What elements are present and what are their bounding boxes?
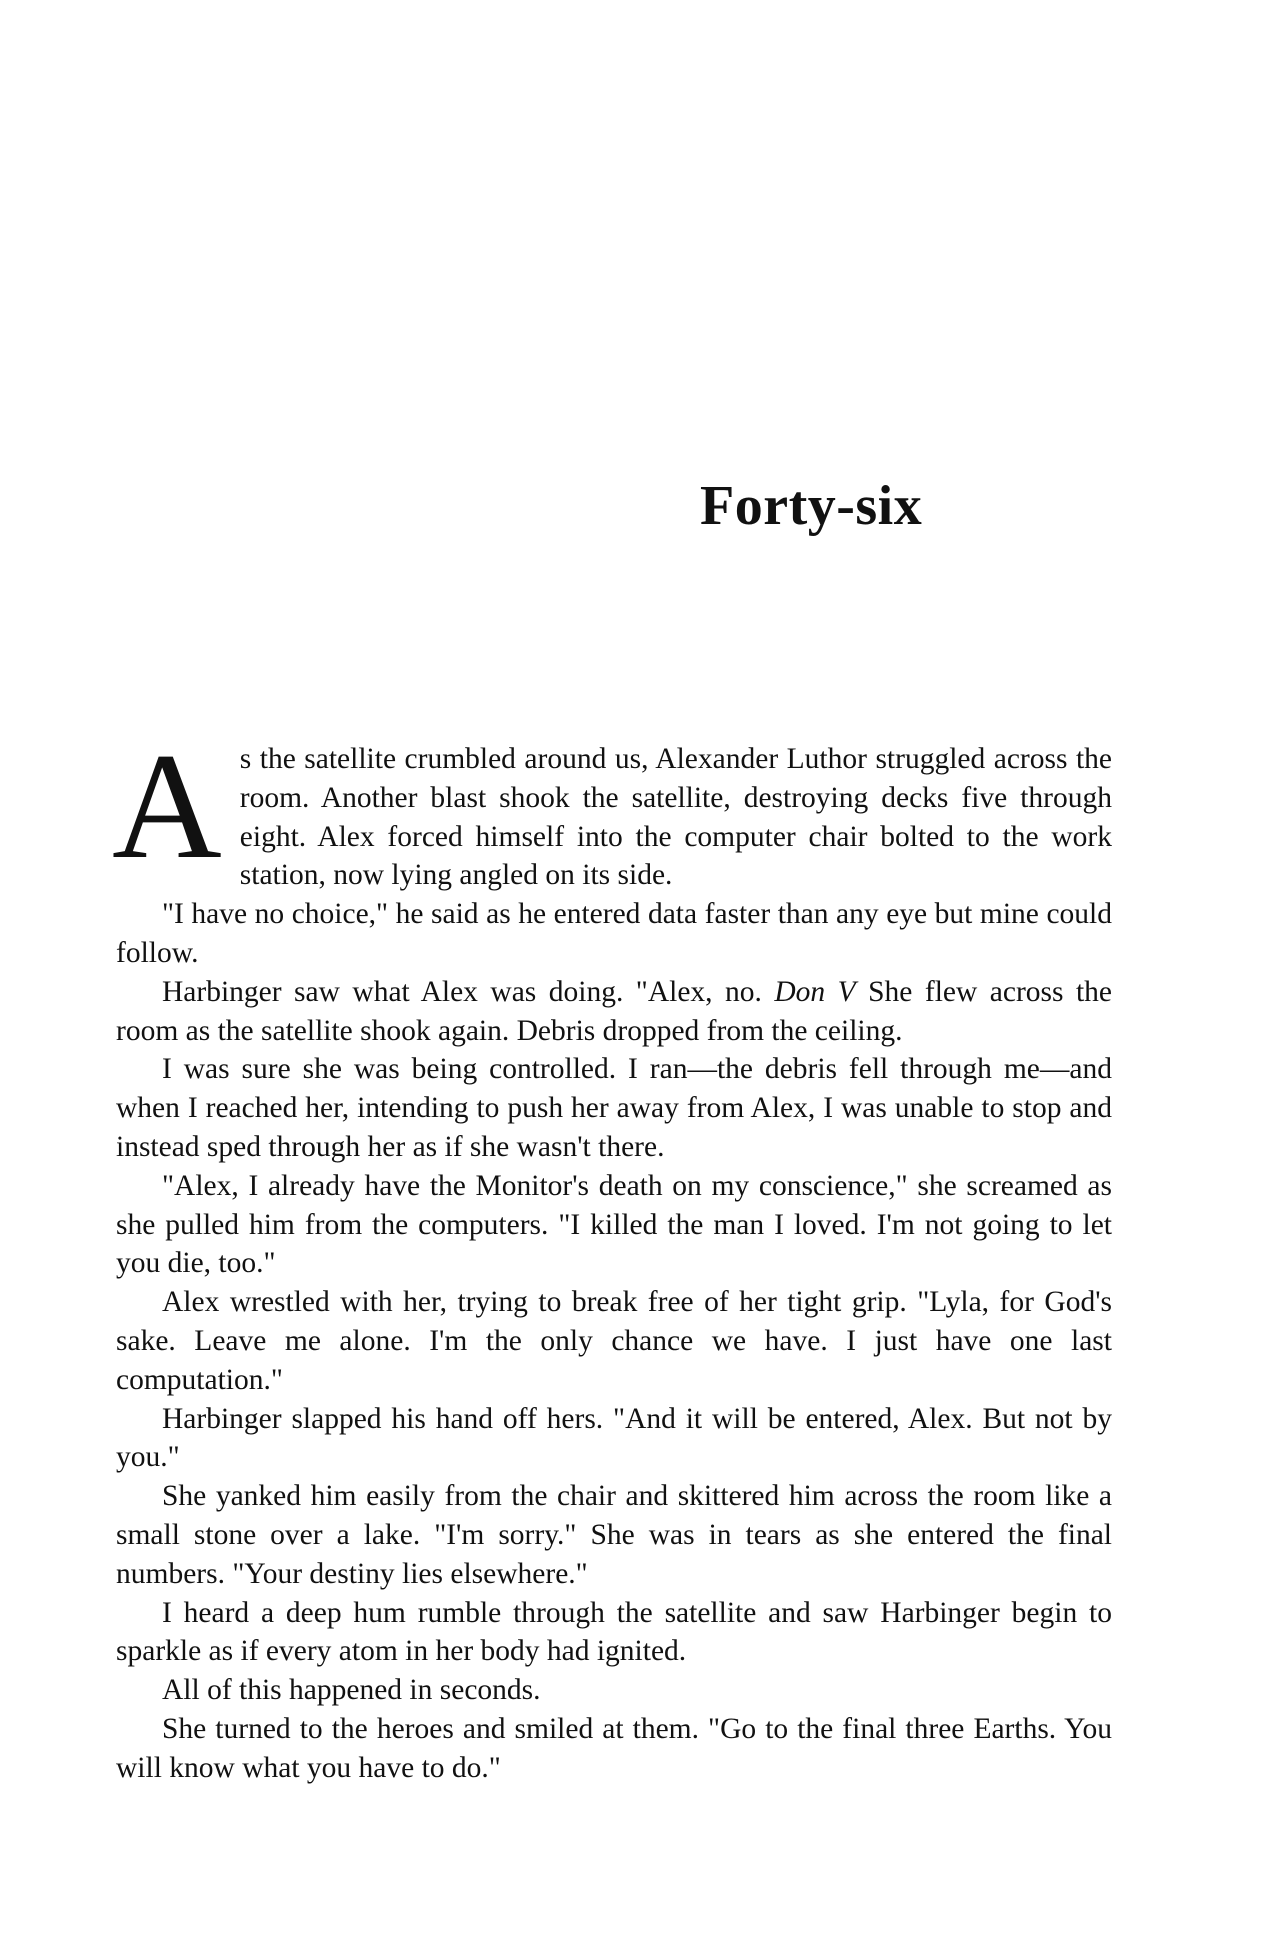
paragraph-7: Harbinger slapped his hand off hers. "And it will be entered, Alex. But not by you." <box>116 1402 1112 1474</box>
paragraph-3-text-a: Harbinger saw what Alex was doing. "Alex, no. <box>162 975 775 1008</box>
drop-cap: A <box>112 722 222 890</box>
paragraph-8: She yanked him easily from the chair and skittered him across the room like a small stone over a lake. "I'm sorry." She was in tears as she entered the final numbers. "Your destiny lies elsewhere." <box>116 1480 1112 1590</box>
paragraph-2: "I have no choice," he said as he entered data faster than any eye but mine could follow. <box>116 898 1112 969</box>
paragraph-1 <box>112 722 1112 895</box>
paragraph-1-text: s the satellite crumbled around us, Alexander Luthor struggled across the room. Another blast shook the satellite, destroying decks five through eight. Alex forced himself into the computer chair bolted to the work station, now lying angled on its side. <box>239 743 1112 892</box>
paragraph-5: "Alex, I already have the Monitor's death on my conscience," she screamed as she pulled him from the computers. "I killed the man I loved. I'm not going to let you die, too." <box>116 1169 1112 1280</box>
paragraph-11: She turned to the heroes and smiled at them. "Go to the final three Earths. You will know what you have to do." <box>116 1712 1112 1784</box>
paragraph-6: Alex wrestled with her, trying to break free of her tight grip. "Lyla, for God's sake. Leave me alone. I'm the only chance we have. I just have one last computation." <box>116 1286 1112 1396</box>
paragraph-4: I was sure she was being controlled. I ran—the debris fell through me—and when I reached her, intending to push her away from Alex, I was unable to stop and instead sped through her as if she wasn't there. <box>116 1053 1112 1163</box>
chapter-body <box>112 722 1112 1788</box>
paragraph-9: I heard a deep hum rumble through the satellite and saw Harbinger begin to sparkle as if every atom in her body had ignited. <box>116 1596 1112 1668</box>
paragraph-10: All of this happened in seconds. <box>162 1674 541 1707</box>
paragraph-3-text-c: She flew across the room as the satellite shook again. Debris dropped from the ceiling. <box>116 975 1112 1047</box>
paragraph-3 <box>116 973 1112 1051</box>
paragraph-3-italic: Don V <box>774 975 856 1008</box>
chapter-title: Forty-six <box>700 475 923 537</box>
